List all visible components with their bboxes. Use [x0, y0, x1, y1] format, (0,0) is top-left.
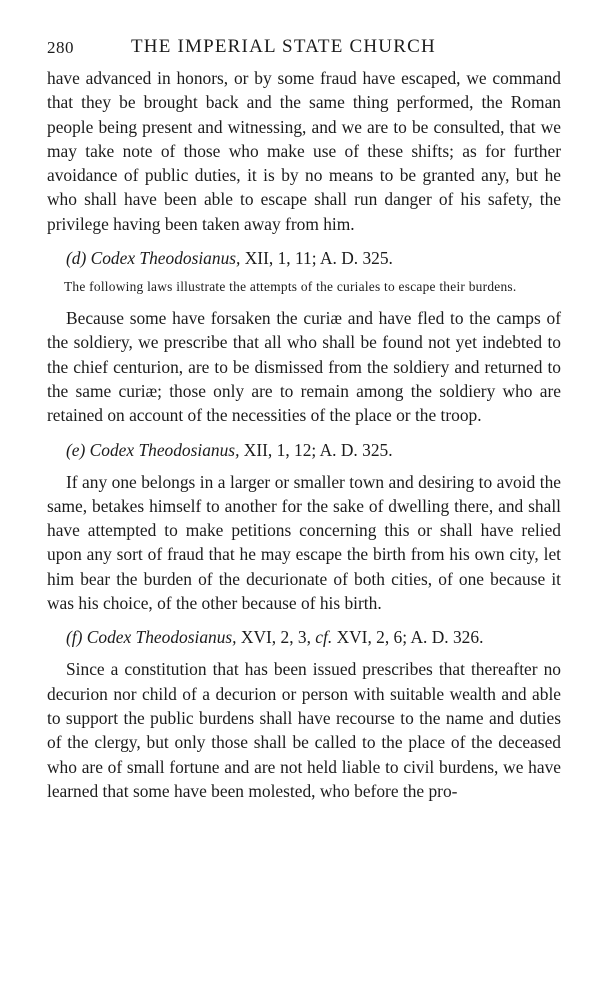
law-paragraph-e: If any one belongs in a larger or smaller town and desiring to avoid the same, betakes himself to another for the sake of dwelling there, and shall have attempted to make petitions concerning this or shall have relied upon any sort of fraud that he may escape the birth from his own city, let him bear the burden of the decurionate of both cities, of one because it was his choice, of the other because of his birth. — [47, 471, 561, 614]
page-header — [47, 36, 561, 66]
section-heading-e — [47, 438, 561, 462]
running-title: THE IMPERIAL STATE CHURCH — [131, 36, 436, 57]
section-letter: (e) — [66, 439, 86, 460]
section-heading-d — [47, 246, 561, 270]
book-page — [47, 36, 561, 803]
section-citation-a: XVI, 2, 3, — [240, 627, 311, 648]
section-citation: XII, 1, 11; A. D. 325. — [244, 248, 393, 269]
section-citation-b: XVI, 2, 6; A. D. 326. — [336, 627, 484, 648]
section-letter: (d) — [66, 248, 87, 269]
law-paragraph-d: Because some have forsaken the curiæ and have fled to the camps of the soldiery, we prescribe that all who shall be found not yet indebted to the chief centurion, are to be dismissed from the soldiery and returned to the same curiæ; those only are to remain among the soldiery who are retained on account of the necessities of the place or the troop. — [47, 308, 561, 426]
section-citation: XII, 1, 12; A. D. 325. — [243, 439, 393, 460]
section-source: Codex Theodosianus, — [90, 248, 241, 269]
section-source: Codex Theodosianus, — [86, 627, 237, 648]
page-number: 280 — [47, 38, 74, 57]
section-cf: cf. — [315, 627, 333, 648]
intro-paragraph: have advanced in honors, or by some fraud have escaped, we command that they be brought back and the same thing performed, the Roman people being present and witnessing, and we are to be consulted, that we may take note of those who make use of these shifts; as for further avoidance of public duties, it is by no means to be granted any, but he who shall have been able to escape shall run danger of his safety, the privilege having been taken away from him. — [47, 68, 561, 234]
section-letter: (f) — [66, 627, 83, 648]
editorial-note: The following laws illustrate the attempts of the curiales to escape their burdens. — [64, 279, 517, 295]
section-heading-f — [47, 625, 561, 649]
section-source: Codex Theodosianus, — [89, 439, 240, 460]
law-paragraph-f: Since a constitution that has been issued prescribes that thereafter no decurion nor child of a decurion or person with suitable wealth and able to support the public burdens shall have recourse to the name and duties of the clergy, but only those shall be called to the place of the deceased who are of small fortune and are not held liable to civil burdens, we have learned that some have been molested, who before the pro- — [47, 659, 561, 801]
